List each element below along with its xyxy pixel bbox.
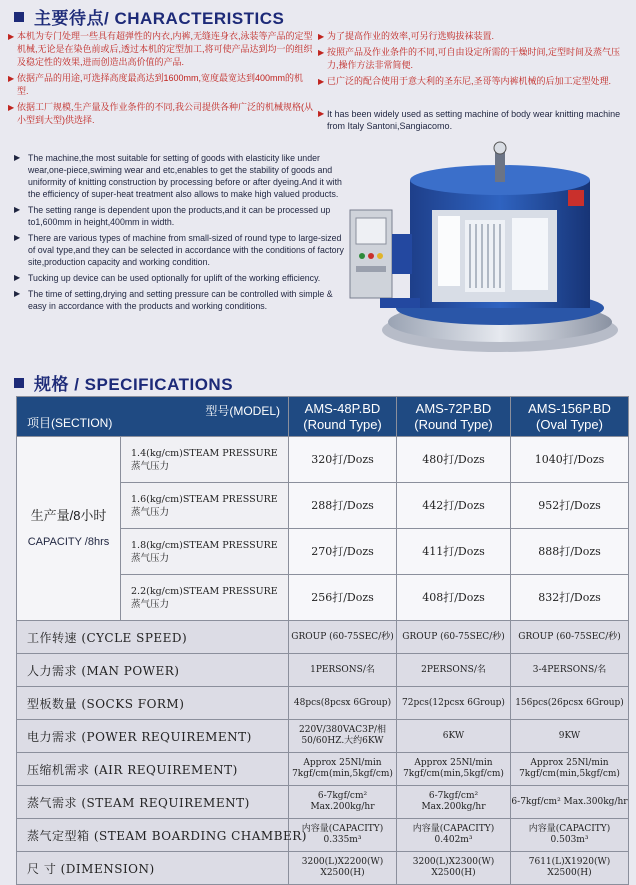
arrow-icon: ▶ [8, 74, 15, 83]
capacity-value: 270打/Dozs [289, 529, 397, 575]
spec-value: Approx 25Nl/min 7kgf/cm(min,5kgf/cm) [397, 753, 511, 786]
capacity-value: 1040打/Dozs [511, 437, 629, 483]
arrow-icon: ▶ [14, 153, 21, 162]
spec-value: GROUP (60-75SEC/秒) [397, 621, 511, 654]
capacity-value: 320打/Dozs [289, 437, 397, 483]
cn-feature-item [318, 30, 630, 43]
spec-value: Approx 25Nl/min 7kgf/cm(min,5kgf/cm) [511, 753, 629, 786]
cn-feature-text: 依据产品的用途,可选择高度最高达到1600mm,宽度最宽达到400mm的机型. [17, 73, 304, 96]
spec-value: 156pcs(26pcsx 6Group) [511, 687, 629, 720]
table-row [17, 819, 629, 852]
cn-feature-item [318, 46, 630, 72]
en-feature-text: The machine,the most suitable for setting of goods with elasticity like under wear,one-piece,swiming wear and etc,enables to get the stability of goods and uniformity of knitting construction by processing before or after dyeing.And it with the efficiency of super-heat treatment also allows to make high valued products. [28, 153, 342, 199]
arrow-icon: ▶ [8, 103, 15, 112]
en-feature-item [14, 272, 344, 284]
arrow-icon: ▶ [14, 233, 21, 242]
cn-feature-text: 按照产品及作业条件的不同,可自由设定所需的干燥时间,定型时间及蒸气压力,操作方法非常简便. [327, 47, 621, 70]
spec-value: 内容量(CAPACITY) 0.335m³ [289, 819, 397, 852]
pressure-en: 1.4(kg/cm)STEAM PRESSURE [131, 447, 278, 459]
en-features-left [14, 152, 344, 316]
pressure-cn: 蒸气压力 [131, 552, 170, 564]
pressure-cell [121, 575, 289, 621]
model-label: 型号(MODEL) [205, 404, 280, 418]
model-name: AMS-48P.BD [304, 400, 381, 416]
spec-value: 3200(L)X2300(W) X2500(H) [397, 852, 511, 885]
cn-feature-text: 依据工厂规模,生产量及作业条件的不同,我公司提供各种广泛的机械规格(从小型到大型)供选择. [17, 102, 313, 125]
model-name: AMS-156P.BD [528, 400, 611, 416]
row-label: 工作转速 (CYCLE SPEED) [17, 621, 289, 654]
en-feature-item [14, 288, 344, 312]
pressure-en: 2.2(kg/cm)STEAM PRESSURE [131, 585, 278, 597]
row-label: 压缩机需求 (AIR REQUIREMENT) [17, 753, 289, 786]
capacity-label [17, 437, 121, 621]
pressure-cn: 蒸气压力 [131, 598, 170, 610]
capacity-value: 442打/Dozs [397, 483, 511, 529]
spec-value: 72pcs(12pcsx 6Group) [397, 687, 511, 720]
cn-feature-item [8, 72, 313, 98]
spec-value: GROUP (60-75SEC/秒) [289, 621, 397, 654]
cn-feature-text: 本机为专门处理一些具有超弹性的内衣,内裤,无缝连身衣,泳装等产品的定型机械,无论是在染色前或后,透过本机的定型加工,将可使产品达到均一的组织及稳定性的效果,进而创造出高价值的产品. [17, 31, 313, 67]
capacity-value: 256打/Dozs [289, 575, 397, 621]
table-row [17, 753, 629, 786]
pressure-cell [121, 483, 289, 529]
capacity-label-en: CAPACITY /8hrs [27, 535, 110, 548]
capacity-value: 888打/Dozs [511, 529, 629, 575]
capacity-value: 411打/Dozs [397, 529, 511, 575]
model-type: (Oval Type) [536, 416, 603, 432]
pressure-cn: 蒸气压力 [131, 506, 170, 518]
table-row [17, 621, 629, 654]
spec-value: 6-7kgf/cm² Max.300kg/hr [511, 786, 629, 819]
specifications-title: 规格 / SPECIFICATIONS [34, 375, 234, 394]
arrow-icon: ▶ [318, 109, 325, 118]
arrow-icon: ▶ [14, 205, 21, 214]
spec-value: 6-7kgf/cm² Max.200kg/hr [397, 786, 511, 819]
machine-photo [340, 140, 625, 355]
model-header [511, 397, 629, 437]
spec-value: GROUP (60-75SEC/秒) [511, 621, 629, 654]
model-name: AMS-72P.BD [415, 400, 492, 416]
arrow-icon: ▶ [14, 289, 21, 298]
specifications-heading [14, 370, 233, 395]
spec-value: 3200(L)X2200(W) X2500(H) [289, 852, 397, 885]
en-feature-item [14, 204, 344, 228]
en-feature-text: It has been widely used as setting machine of body wear knitting machine from Italy Santoni,Sangiacomo. [327, 109, 621, 131]
en-feature-text: Tucking up device can be used optionally for uplift of the working efficiency. [28, 273, 321, 283]
row-label: 人力需求 (MAN POWER) [17, 654, 289, 687]
spec-value: 2PERSONS/名 [397, 654, 511, 687]
cn-feature-item [318, 75, 630, 88]
spec-value: 内容量(CAPACITY) 0.402m³ [397, 819, 511, 852]
cn-feature-item [8, 30, 313, 69]
spec-value: 48pcs(8pcsx 6Group) [289, 687, 397, 720]
arrow-icon: ▶ [8, 32, 15, 41]
table-header-row [17, 397, 629, 437]
pressure-cn: 蒸气压力 [131, 460, 170, 472]
characteristics-title: 主要待点/ CHARACTERISTICS [34, 9, 285, 28]
spec-value: 内容量(CAPACITY) 0.503m³ [511, 819, 629, 852]
row-label: 电力需求 (POWER REQUIREMENT) [17, 720, 289, 753]
table-row [17, 687, 629, 720]
capacity-value: 480打/Dozs [397, 437, 511, 483]
spec-value: 6-7kgf/cm² Max.200kg/hr [289, 786, 397, 819]
pressure-cell [121, 437, 289, 483]
en-feature-item [14, 232, 344, 268]
spec-value: Approx 25Nl/min 7kgf/cm(min,5kgf/cm) [289, 753, 397, 786]
cn-feature-text: 为了提高作业的效率,可另行选购拔袜装置. [327, 31, 495, 41]
arrow-icon: ▶ [14, 273, 21, 282]
model-header [289, 397, 397, 437]
characteristics-heading [14, 4, 284, 29]
table-row [17, 786, 629, 819]
pressure-cell [121, 529, 289, 575]
spec-table [16, 396, 629, 885]
row-label: 蒸气需求 (STEAM REQUIREMENT) [17, 786, 289, 819]
model-header [397, 397, 511, 437]
en-feature-item [14, 152, 344, 200]
table-corner-header [17, 397, 289, 437]
en-feature-text: The setting range is dependent upon the products,and it can be processed up to1,600mm in height,400mm in width. [28, 205, 331, 227]
row-label: 尺 寸 (DIMENSION) [17, 852, 289, 885]
arrow-icon: ▶ [318, 48, 325, 57]
spec-value: 9KW [511, 720, 629, 753]
en-feature-text: The time of setting,drying and setting pressure can be controlled with simple & easy in accordance with the products and working conditions. [28, 289, 333, 311]
square-bullet-icon [14, 12, 24, 22]
table-row [17, 720, 629, 753]
row-label: 蒸气定型箱 (STEAM BOARDING CHAMBER) [17, 819, 289, 852]
capacity-label-cn: 生产量/8小时 [30, 507, 107, 523]
model-type: (Round Type) [303, 416, 382, 432]
table-row [17, 654, 629, 687]
en-feature-text: There are various types of machine from small-sized of round type to large-sized of oval type,and they can be selected in accordance with the conditions of factory site,production capacity and working condition. [28, 233, 344, 267]
section-label: 项目(SECTION) [27, 416, 113, 430]
spec-value: 1PERSONS/名 [289, 654, 397, 687]
cn-features-left [8, 30, 313, 130]
arrow-icon: ▶ [318, 32, 325, 41]
capacity-value: 952打/Dozs [511, 483, 629, 529]
row-label: 型板数量 (SOCKS FORM) [17, 687, 289, 720]
table-row [17, 852, 629, 885]
arrow-icon: ▶ [318, 77, 325, 86]
pressure-en: 1.8(kg/cm)STEAM PRESSURE [131, 539, 278, 551]
pressure-en: 1.6(kg/cm)STEAM PRESSURE [131, 493, 278, 505]
table-row [17, 437, 629, 483]
capacity-value: 832打/Dozs [511, 575, 629, 621]
cn-feature-item [8, 101, 313, 127]
spec-value: 3-4PERSONS/名 [511, 654, 629, 687]
capacity-value: 288打/Dozs [289, 483, 397, 529]
model-type: (Round Type) [414, 416, 493, 432]
cn-features-right [318, 30, 630, 91]
square-bullet-icon [14, 378, 24, 388]
en-feature-item [318, 108, 623, 132]
spec-value: 6KW [397, 720, 511, 753]
spec-value: 220V/380VAC3P/相 50/60HZ.大约6KW [289, 720, 397, 753]
cn-feature-text: 已广泛的配合使用于意大利的圣东尼,圣哥等内裤机械的后加工定型处理. [327, 76, 612, 86]
spec-value: 7611(L)X1920(W) X2500(H) [511, 852, 629, 885]
en-feature-right [318, 108, 623, 132]
capacity-value: 408打/Dozs [397, 575, 511, 621]
